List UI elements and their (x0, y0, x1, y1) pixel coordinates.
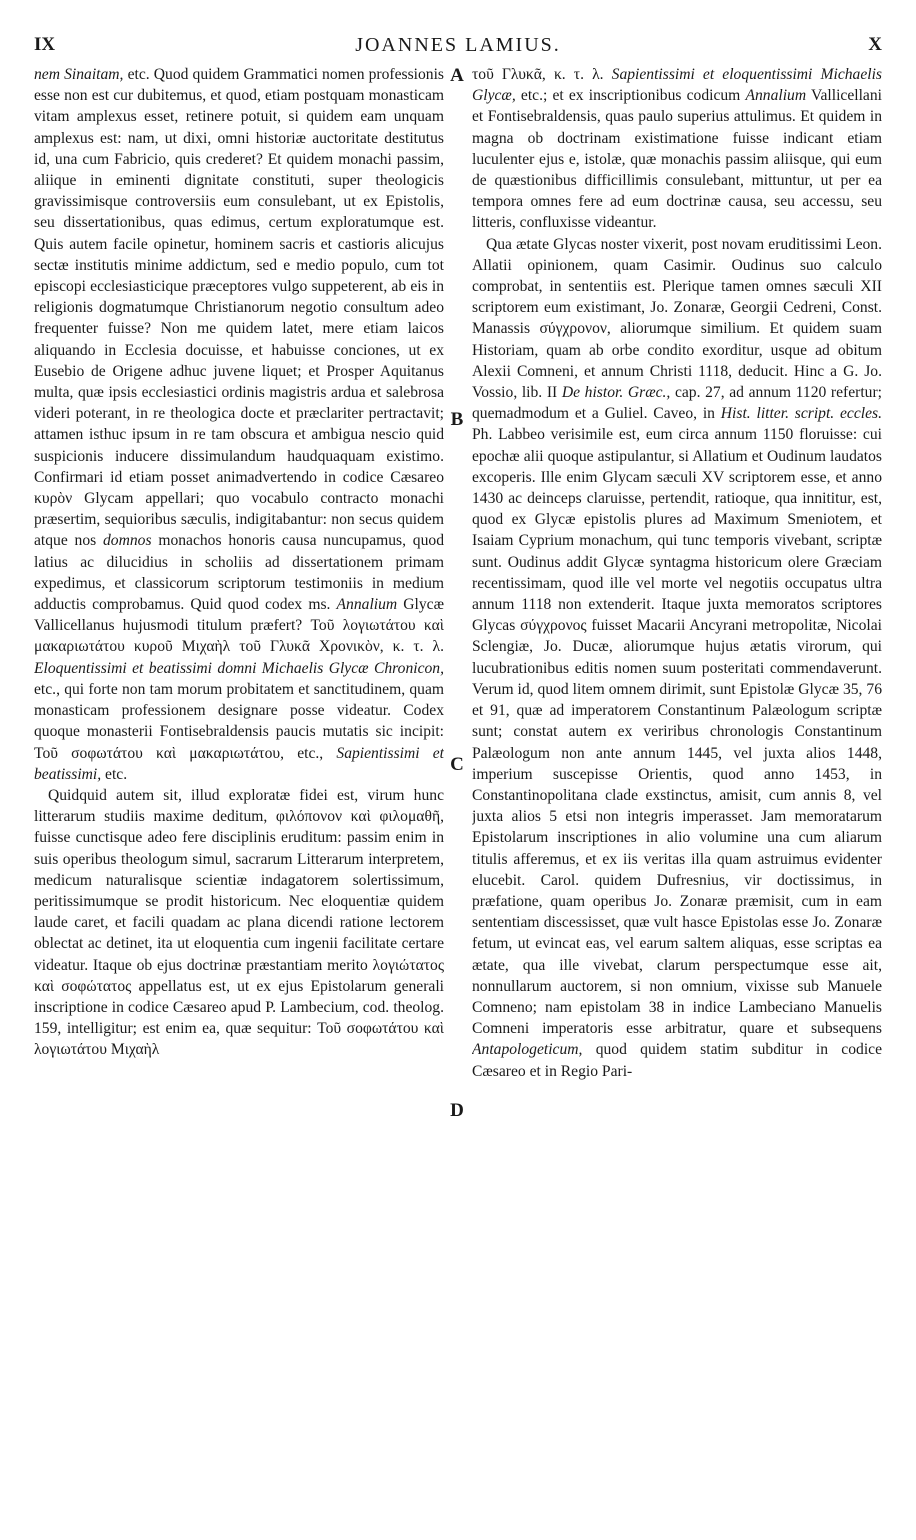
paragraph-text: cap. 27, ad annum 1120 refertur; quemadmodum et a Guliel. Caveo, in (472, 384, 882, 423)
italic-text: Eloquentissimi et beatissimi domni Michaelis Glycæ Chronicon, (34, 659, 444, 677)
italic-text: Sapientissimi et eloquentissimi Michaelis Glycæ, (472, 66, 882, 105)
running-title: JOANNES LAMIUS. (355, 34, 561, 56)
paragraph-text: Glycæ Vallicellanus hujusmodi titulum præfert? Τοῦ λογιωτάτου καὶ μακαριωτάτου κυροῦ Μιχαὴλ τοῦ Γλυκᾶ Χρονικὸν, κ. τ. λ. (34, 596, 444, 656)
left-column (34, 64, 444, 1514)
italic-text: Sapientissimi et beatissimi, (34, 744, 444, 783)
paragraph (472, 234, 882, 1082)
margin-marker-b: B (450, 409, 464, 430)
running-header (34, 30, 882, 60)
page-number-left: IX (34, 34, 56, 55)
greek-text: κυρὸν (34, 490, 73, 508)
paragraph-text: Qua ætate Glycas noster vixerit, post novam eruditissimi Leon. Allatii opinionem, quam Casimir. Oudinus suo calculo comprobat, in sententiis est. Plerique tamen omnes sæculi XII scriptorem eum existimant, Jo. Zonaræ, Georgii Cedreni, Const. Manassis σύγχρονον, aliorumque similium. Et quidem suam Historiam, quam ab orbe condito exorditur, usque ad obitum Alexii Comneni, et annum Christi 1118, deducit. Hinc a G. Jo. Vossio, lib. II (472, 235, 882, 402)
paragraph (472, 64, 882, 234)
paragraph-text: Ph. Labbeo verisimile est, eum circa annum 1150 floruisse: cui epochæ alii quoque astipulantur, si Allatium et Oudinum laudatos excoperis. Ille enim Glycam sæculi XV scriptorem esse, et anno 1430 ac deinceps claruisse, pertendit, ratioque, qua innititur, est, quod ex Glycæ epistolis plures ad Maximum Smeniotem, et Isaiam Cyprium monachum, qui tunc temporis vivebant, scriptæ sunt. Oudinus addit Glycæ syntagma historicum olere Græciam recentissimam, quod ille vel morte vel negotiis occupatus ultra annum 1118 non extenderit. Itaque juxta memoratos scriptores Glycas σύγχρονος fuisset Macarii Ancyrani metropolitæ, Nicolai Sclengiæ, Jo. Ducæ, aliorumque hujus ætatis virorum, qui lucubrationibus editis nomen suum posteritati commendaverunt. Verum id, quod litem omnem dirimit, sunt Epistolæ Glycæ 35, 76 et 91, quæ ad imperatorem Constantinum Palæologum scriptæ sunt; constat autem ex veriribus chronologis Constantinum Palæologum non ante annum 1445, vel juxta alios 1448, imperium suscepisse Orientis, quod anno 1453, in Constantinopolitana clade exstinctus, amisit, cum annis 8, vel juxta alios 5 etsi non integris imperasset. Jam memoratarum Epistolarum inscriptiones in alio volumine una cum aliarum titulis afferemus, et ex iis veritas illa quam astruimus evidenter elucebit. Carol. quidem Dufresnius, vir doctissimus, in præfatione, quam operibus Jo. Zonaræ præmisit, cum in eam sententiam discessisset, quæ vult hasce Epistolas esse Jo. Zonaræ fetum, ut evincat eas, vel earum saltem aliquas, esse scriptas ea ætate, qua ille vivebat, clarum perspectumque esse ait, nonnullarum auctorem, si non omnium, vixisse sub Manuele Comneno; nam epistolam 38 in indice Lambeciano Manuelis Comneni imperatoris esse arbitratur, quare et subsequens (472, 426, 882, 1038)
italic-text: Annalium (745, 87, 807, 105)
paragraph-text: τοῦ Γλυκᾶ, κ. τ. λ. (472, 66, 612, 83)
paragraph-text: etc.; et ex inscriptionibus codicum (515, 87, 746, 105)
paragraph-text: Glycam appellari; quo vocabulo contracto monachi præsertim, sequioribus sæculis, indigitabantur: non secus quidem atque nos (34, 490, 444, 550)
paragraph-text: etc. (101, 765, 128, 783)
paragraph (34, 64, 444, 785)
paragraph-text: etc., qui forte non tam morum probitatem et sanctitudinem, quam monasticam professionem designare posse videatur. Codex quoque monasterii Fontisebraldensis paucis mutatis sic incipit: Τοῦ σοφωτάτου καὶ μακαριωτάτου, etc., (34, 680, 444, 762)
paragraph-text: quod quidem statim subditur in codice Cæsareo et in Regio Pari- (472, 1041, 882, 1080)
right-column (472, 64, 882, 1514)
margin-marker-d: D (450, 1100, 464, 1121)
margin-marker-c: C (450, 754, 464, 775)
paragraph-text: Vallicellani et Fontisebraldensis, quas paulo superius attulimus. Et quidem in magna ob doctrinam existimatione fuisse indicant etiam luculenter ejus e, istolæ, quæ monachis passim aliisque, qui eum de quæstionibus difficillimis consulebant, mittuntur, ut per ea tempora omnes fere ad eum doctrinæ causa, seu accessu, seu litteris, confluxisse videantur. (472, 87, 882, 232)
italic-text: domnos (103, 532, 152, 550)
italic-text: nem Sinaitam, (34, 66, 124, 83)
margin-marker-a: A (450, 65, 464, 86)
italic-text: De histor. Græc., (561, 384, 671, 402)
paragraph-text: monachos honoris causa nuncupamus, quod latius ac dilucidius in scholiis ad dissertationem primam expedimus, et classicorum scriptorum testimoniis in medium adductis comprobamus. Quid quod codex ms. (34, 532, 444, 614)
italic-text: Annalium (336, 596, 398, 614)
page-number-right: X (868, 34, 882, 55)
italic-text: Antapologeticum, (472, 1041, 583, 1059)
italic-text: Hist. litter. script. eccles. (720, 405, 882, 423)
paragraph: Quidquid autem sit, illud exploratæ fidei est, virum hunc litterarum studiis maxime deditum, φιλόπονον καὶ φιλομαθῆ, fuisse cunctisque adeo fere disciplinis eruditum: passim enim in suis operibus theologum simul, sacrarum Litterarum interpretem, medicum naturalisque scientiæ indagatorem solertissimum, peritissimumque se prodit historicum. Nec eloquentiæ quidem laude caret, et facili quadam ac plana dicendi ratione lectorem oblectat ac detinet, ita ut eloquentia cum ingenii facilitate certare videatur. Itaque ob ejus doctrinæ præstantiam merito λογιώτατος καὶ σοφώτατος appellatus est, ut ex ejus Epistolarum generali inscriptione in codice Cæsareo apud P. Lambecium, cod. theolog. 159, intelligitur; est enim ea, quæ sequitur: Τοῦ σοφωτάτου καὶ λογιωτάτου Μιχαὴλ (34, 786, 444, 1059)
paragraph-text: etc. Quod quidem Grammatici nomen professionis esse non est cur dubitemus, et quod, etiam postquam monasticam vitam amplexus esset, retinere potuit, si quidem eam unquam amplexus est: nam, ut dixi, omni historiæ auctoritate destitutus id, una cum Fabricio, quis crederet? Et quidem monachi passim, aliique in eminenti dignitate constituti, super theologicis gravissimisque controversiis eum consulebant, ut ex Epistolis, seu dissertationibus, quas edimus, certum exploratumque est. Quis autem facile opinetur, hominem sacris et castioris alicujus sectæ institutis minime addictum, sed e medio populo, cum tot episcopi ecclesiasticique præceptores vulgo suppeterent, ab eis in religionis dogmatumque Christianorum negotio consultum adeo frequenter fuisse? Non me quidem latet, mere etiam laicos aliquando in Ecclesia docuisse, et habuisse conciones, ut ex Eusebio de Origene adhuc juvene liquet; et Prosper Aquitanus multa, quæ ipsis ecclesiastici ordinis magistris ardua et salebrosa videri poterant, in re theologica docte et præclariter pertractavit; attamen isthuc ipsum in re tam obscura et ambigua nescio quid suspicionis inducere dissimulandum haudquaquam existimo. Confirmari id etiam posset animadvertendo in codice Cæsareo (34, 66, 444, 486)
